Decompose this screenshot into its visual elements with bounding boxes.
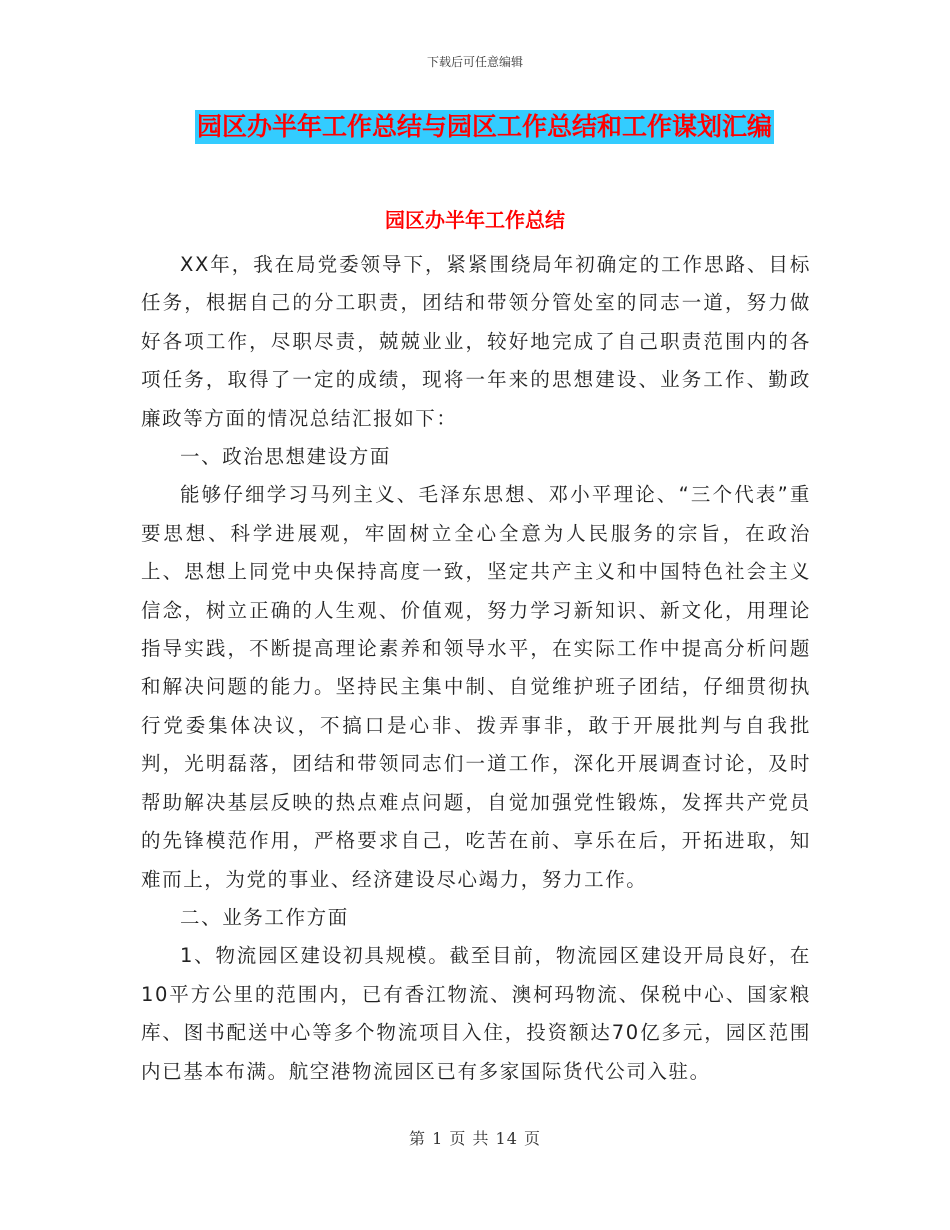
paragraph-intro: XX年，我在局党委领导下，紧紧围绕局年初确定的工作思路、目标任务，根据自己的分工职责，团结和带领分管处室的同志一道，努力做好各项工作，尽职尽责，兢兢业业，较好地完成了自己职责范围内的各项任务，取得了一定的成绩，现将一年来的思想建设、业务工作、勤政廉政等方面的情况总结汇报如下： (141, 253, 811, 430)
header-note: 下载后可任意编辑 (426, 55, 523, 69)
document-title: 园区办半年工作总结与园区工作总结和工作谋划汇编 (195, 110, 774, 144)
paragraph-heading-business: 二、业务工作方面 (180, 905, 349, 929)
paragraph-heading-political: 一、政治思想建设方面 (180, 445, 392, 469)
paragraph-business-1: 1、物流园区建设初具规模。截至目前，物流园区建设开局良好，在10平方公里的范围内，已有香江物流、澳柯玛物流、保税中心、国家粮库、图书配送中心等多个物流项目入住，投资额达70亿多元，园区范围内已基本布满。航空港物流园区已有多家国际货代公司入驻。 (141, 944, 811, 1083)
document-body (141, 246, 811, 1091)
page-number: 第 1 页 共 14 页 (409, 1129, 541, 1148)
section-title: 园区办半年工作总结 (385, 208, 565, 232)
paragraph-political: 能够仔细学习马列主义、毛泽东思想、邓小平理论、“三个代表”重要思想、科学进展观，牢固树立全心全意为人民服务的宗旨，在政治上、思想上同党中央保持高度一致，坚定共产主义和中国特色社会主义信念，树立正确的人生观、价值观，努力学习新知识、新文化，用理论指导实践，不断提高理论素养和领导水平，在实际工作中提高分析问题和解决问题的能力。坚持民主集中制、自觉维护班子团结，仔细贯彻执行党委集体决议，不搞口是心非、拨弄事非，敢于开展批判与自我批判，光明磊落，团结和带领同志们一道工作，深化开展调查讨论，及时帮助解决基层反映的热点难点问题，自觉加强党性锻炼，发挥共产党员的先锋模范作用，严格要求自己，吃苦在前、享乐在后，开拓进取，知难而上，为党的事业、经济建设尽心竭力，努力工作。 (141, 483, 811, 891)
